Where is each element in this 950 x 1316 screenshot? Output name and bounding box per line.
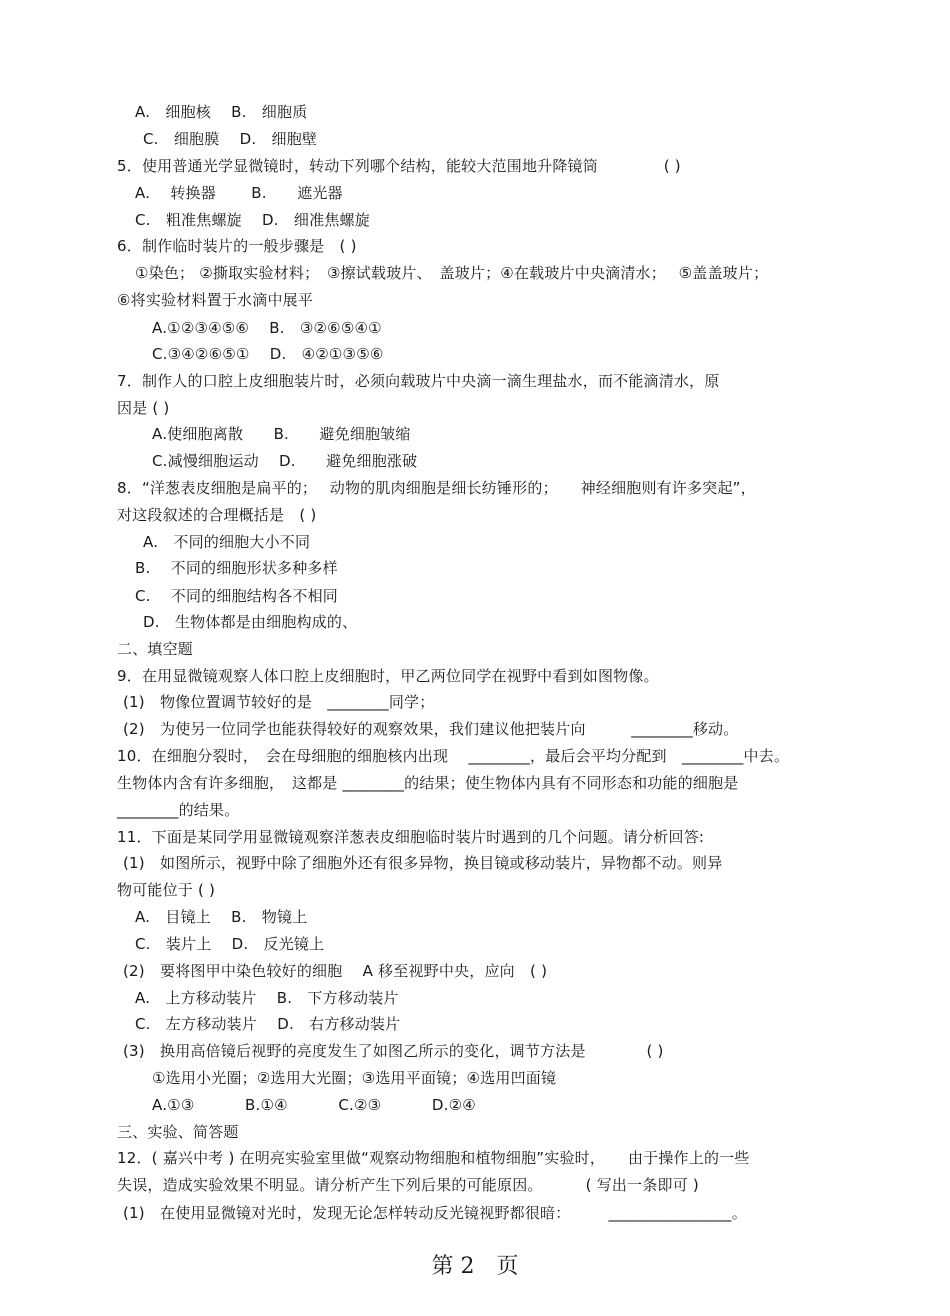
text-line: C. 装片上 D. 反光镜上 xyxy=(135,935,325,953)
text-line: 10．在细胞分裂时， 会在母细胞的细胞核内出现 ________，最后会平均分配到 ________中去。 xyxy=(117,747,790,765)
text-line: C. 细胞膜 D. 细胞壁 xyxy=(143,130,318,148)
text-line: A. 上方移动装片 B. 下方移动装片 xyxy=(135,989,399,1007)
text-line: (2) 为使另一位同学也能获得较好的观察效果，我们建议他把装片向 ________移动。 xyxy=(123,720,739,738)
text-line: A. 目镜上 B. 物镜上 xyxy=(135,908,308,926)
text-line: (1) 物像位置调节较好的是 ________同学； xyxy=(123,693,435,711)
text-line: 二、填空题 xyxy=(117,640,194,658)
text-line: 12．( 嘉兴中考 ) 在明亮实验室里做“观察动物细胞和植物细胞”实验时， 由于操作上的一些 xyxy=(117,1149,750,1167)
text-line: C. 不同的细胞结构各不相同 xyxy=(135,587,339,605)
text-line: C.减慢细胞运动 D. 避免细胞涨破 xyxy=(152,452,418,470)
text-line: 8．“洋葱表皮细胞是扁平的； 动物的肌肉细胞是细长纺锤形的； 神经细胞则有许多突起”， xyxy=(117,479,756,497)
text-line: (1) 如图所示，视野中除了细胞外还有很多异物，换目镜或移动装片，异物都不动。则异 xyxy=(123,854,723,872)
text-line: C. 粗准焦螺旋 D. 细准焦螺旋 xyxy=(135,211,370,229)
text-line: (1) 在使用显微镜对光时，发现无论怎样转动反光镜视野都很暗： ________________。 xyxy=(123,1204,747,1222)
text-line: (3) 换用高倍镜后视野的亮度发生了如图乙所示的变化，调节方法是 ( ) xyxy=(123,1042,664,1060)
text-line: 生物体内含有许多细胞， 这都是 ________的结果；使生物体内具有不同形态和功能的细胞是 xyxy=(117,774,739,792)
text-line: 三、实验、简答题 xyxy=(117,1123,239,1141)
text-line: ①选用小光圈；②选用大光圈；③选用平面镜；④选用凹面镜 xyxy=(152,1069,557,1087)
text-line: C. 左方移动装片 D. 右方移动装片 xyxy=(135,1015,401,1033)
text-line: A.①③ B.①④ C.②③ D.②④ xyxy=(152,1096,476,1114)
page-number: 第 2 页 xyxy=(431,1254,519,1279)
text-line: ①染色； ②撕取实验材料； ③擦试载玻片、 盖玻片；④在载玻片中央滴清水； ⑤盖盖玻片； xyxy=(135,264,769,282)
text-line: ________的结果。 xyxy=(117,801,240,819)
text-line: 6．制作临时装片的一般步骤是 ( ) xyxy=(117,237,357,255)
text-line: 物可能位于 ( ) xyxy=(117,881,216,899)
text-line: A.①②③④⑤⑥ B. ③②⑥⑤④① xyxy=(152,319,382,337)
text-line: 5．使用普通光学显微镜时，转动下列哪个结构，能较大范围地升降镜筒 ( ) xyxy=(117,157,681,175)
text-line: 失误，造成实验效果不明显。请分析产生下列后果的可能原因。 ( 写出一条即可 ) xyxy=(117,1176,699,1194)
text-line: 对这段叙述的合理概括是 ( ) xyxy=(117,506,317,524)
text-line: 7．制作人的口腔上皮细胞装片时，必须向载玻片中央滴一滴生理盐水，而不能滴清水，原 xyxy=(117,372,720,390)
text-line: 因是 ( ) xyxy=(117,399,170,417)
text-line: A. 细胞核 B. 细胞质 xyxy=(135,103,308,121)
text-line: A.使细胞离散 B. 避免细胞皱缩 xyxy=(152,425,411,443)
text-line: (2) 要将图甲中染色较好的细胞 A 移至视野中央，应向 ( ) xyxy=(123,962,548,980)
text-line: C.③④②⑥⑤① D. ④②①③⑤⑥ xyxy=(152,345,384,363)
text-line: A. 不同的细胞大小不同 xyxy=(143,533,311,551)
text-line: 9．在用显微镜观察人体口腔上皮细胞时，甲乙两位同学在视野中看到如图物像。 xyxy=(117,667,659,685)
text-line: D. 生物体都是由细胞构成的、 xyxy=(143,613,358,631)
text-line: B. 不同的细胞形状多种多样 xyxy=(135,559,338,577)
text-line: ⑥将实验材料置于水滴中展平 xyxy=(117,291,314,309)
text-line: A. 转换器 B. 遮光器 xyxy=(135,184,343,202)
text-line: 11．下面是某同学用显微镜观察洋葱表皮细胞临时装片时遇到的几个问题。请分析回答: xyxy=(117,828,705,846)
